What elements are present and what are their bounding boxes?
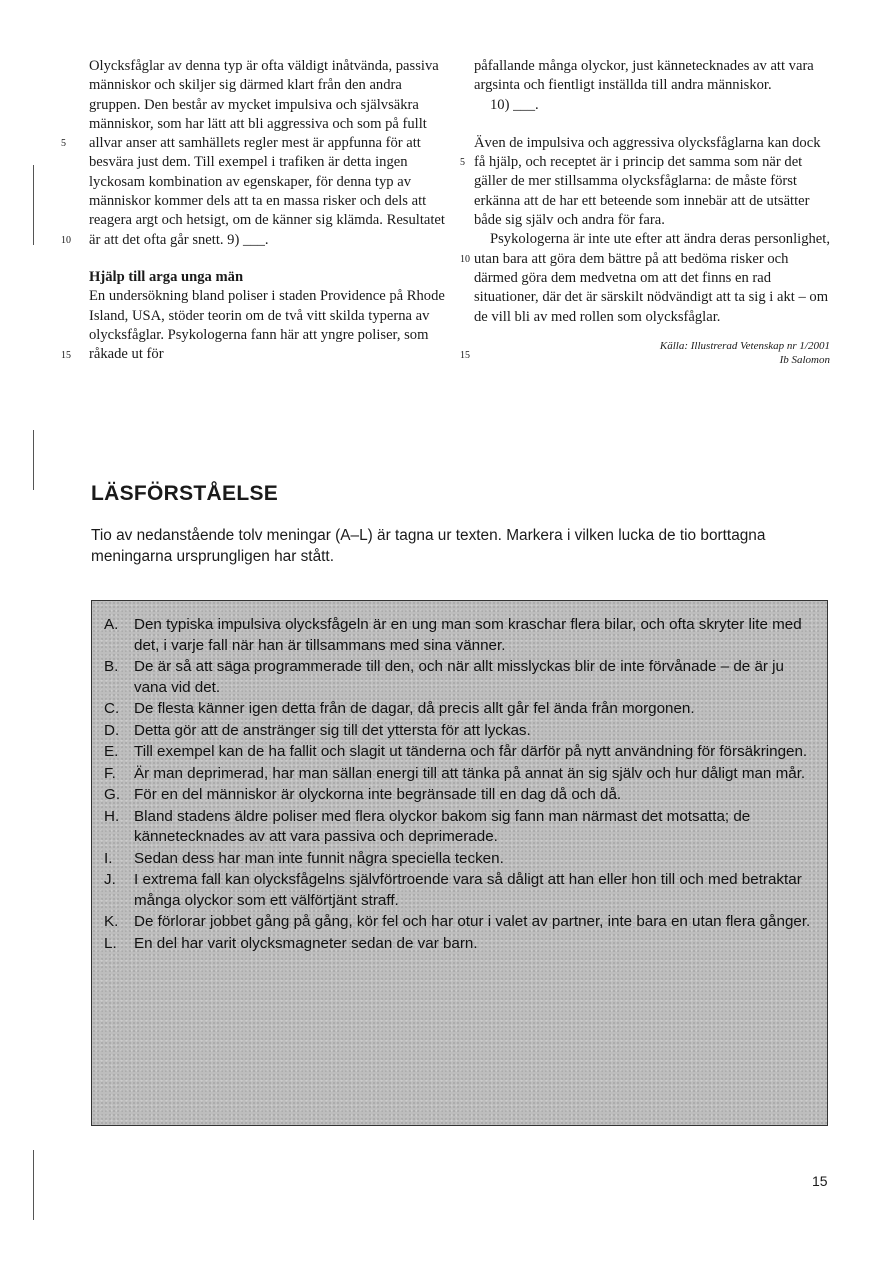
option-text: Sedan dess har man inte funnit några speciella tecken. [134,849,504,867]
option-letter: J. [104,871,116,888]
option-letter: H. [104,807,120,825]
option-item [104,764,815,785]
option-text: I extrema fall kan olycksfågelns självförtroende vara så dåligt att han eller hon till och med betraktar många olyckor som ett välförtjänt straff. [134,871,802,909]
left-column [61,57,445,364]
option-text: För en del människor är olyckorna inte begränsade till en dag då och då. [134,786,622,803]
option-item [104,870,815,911]
line-number: 5 [61,138,66,149]
option-item [104,934,815,955]
option-letter: G. [104,786,121,803]
page-number: 15 [812,1173,828,1189]
options-box [91,600,828,1126]
option-item [104,849,815,870]
option-letter: A. [104,616,119,633]
option-item [104,742,815,763]
line-number: 10 [61,235,71,246]
option-text: Bland stadens äldre poliser med flera olyckor bakom sig fann man närmast det motsatta; de kännetecknades av att vara passiva och deprimerade. [134,807,751,845]
option-letter: K. [104,913,119,930]
option-item [104,699,815,720]
line-number: 15 [61,350,71,361]
option-letter: E. [104,743,119,760]
section-title: LÄSFÖRSTÅELSE [91,482,279,505]
option-item [104,807,815,848]
margin-mark [33,165,34,245]
margin-mark [33,1150,34,1220]
subheading: Hjälp till arga unga män [89,268,244,285]
line-number: 10 [460,254,470,265]
paragraph: Även de impulsiva och aggressiva olycksfåglarna kan dock få hjälp, och receptet är i princip det samma som när det gäller de mer stillsamma olycksfåglarna: de måste först erkänna att de har ett beteende som innebär att de utsätter både sig själv och andra för fara. [474,134,821,229]
option-letter: D. [104,721,120,739]
option-text: Är man deprimerad, har man sällan energi till att tänka på annat än sig själv och hur dåligt man mår. [134,764,806,782]
option-text: Till exempel kan de ha fallit och slagit ut tänderna och får därför på nytt användning för försäkringen. [134,743,808,760]
option-letter: C. [104,700,120,717]
option-text: De förlorar jobbet gång på gång, kör fel och har otur i valet av partner, inte bara en utan flera gånger. [134,913,811,930]
source-citation [474,339,830,367]
option-item [104,785,815,806]
option-text: Den typiska impulsiva olycksfågeln är en ung man som kraschar flera bilar, och ofta skryter lite med det, i varje fall när han är tillsammans med sina vänner. [134,616,802,654]
paragraph: påfallande många olyckor, just kännetecknades av att vara argsinta och fientligt inställda till andra människor. [474,58,814,94]
paragraph: Olycksfåglar av denna typ är ofta väldigt inåtvända, passiva människor och skiljer sig därmed klart från den andra gruppen. Den består av mycket impulsiva och självsäkra människor, som har lätt att bli aggressiva och som på fullt allvar anser att samhällets regler mest är appfunna för att besvära just dem. Till exempel i trafiken är detta ingen lyckosam kombination av egenskaper, för denna typ av människor kommer dels att ta en massa risker och dels att reagera argt och hetsigt, om de känner sig klämda. Resultatet är att det ofta går snett. 9) ___. [89,58,445,248]
option-letter: F. [104,764,116,782]
gap-marker: 10) ___. [490,96,539,113]
option-item [104,615,815,656]
paragraph: En undersökning bland poliser i staden Providence på Rhode Island, USA, stöder teorin om de två vitt skilda typerna av olycksfåglar. Psykologerna fann här att yngre poliser, som råkade ut för [89,288,445,363]
option-text: Detta gör att de anstränger sig till det yttersta för att lyckas. [134,721,531,739]
instructions: Tio av nedanstående tolv meningar (A–L) är tagna ur texten. Markera i vilken lucka de tio borttagna meningarna ursprungligen har stått. [91,527,766,565]
line-number: 15 [460,350,470,361]
option-letter: I. [104,849,113,867]
author-line: Ib Salomon [779,353,830,366]
option-text: De flesta känner igen detta från de dagar, då precis allt går fel ända från morgonen. [134,700,695,717]
source-line: Källa: Illustrerad Vetenskap nr 1/2001 [659,339,830,352]
option-item [104,657,815,698]
right-column [460,57,830,367]
option-letter: L. [104,934,117,952]
option-item [104,912,815,933]
option-text: De är så att säga programmerade till den, och när allt misslyckas blir de inte förvånade – de är ju vana vid det. [134,658,785,696]
line-number: 5 [460,157,465,168]
option-text: En del har varit olycksmagneter sedan de var barn. [134,934,478,952]
option-letter: B. [104,658,119,675]
margin-mark [33,430,34,490]
paragraph: Psykologerna är inte ute efter att ändra deras personlighet, utan bara att göra dem bättre på att bedöma risker och därmed göra dem medvetna om att det finns en rad situationer, där det är särskilt nödvändigt att ta sig i akt – om de vill bli av med rollen som olycksfåglar. [474,231,830,325]
option-item [104,721,815,742]
